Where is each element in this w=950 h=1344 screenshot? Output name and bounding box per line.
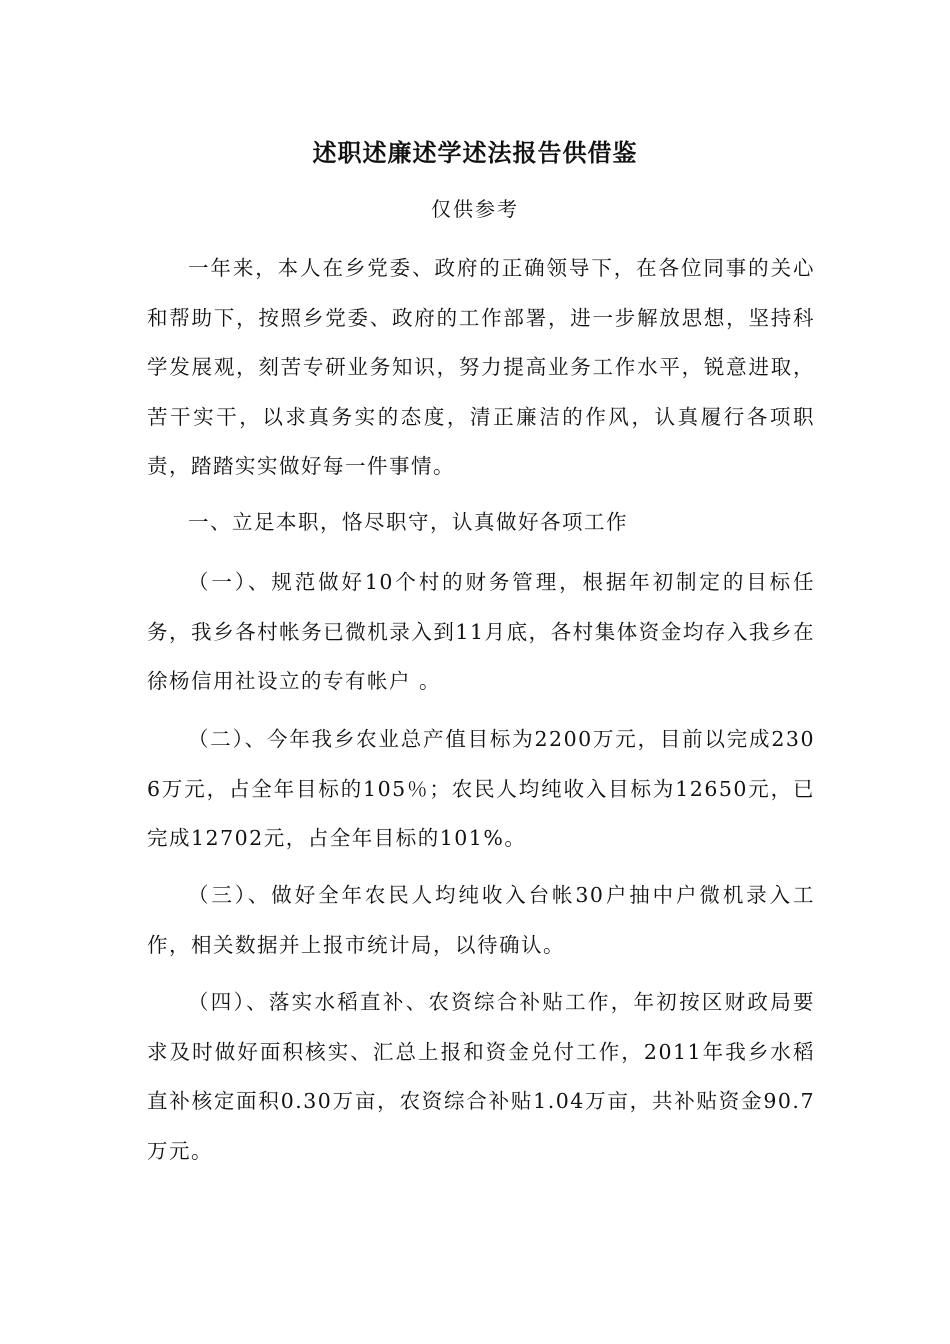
paragraph-item-3: （三）、做好全年农民人均纯收入台帐30户抽中户微机录入工作，相关数据并上报市统计局，以待确认。	[147, 883, 815, 957]
paragraph-item-4: （四）、落实水稻直补、农资综合补贴工作，年初按区财政局要求及时做好面积核实、汇总上报和资金兑付工作，2011年我乡水稻直补核定面积0.30万亩，农资综合补贴1.04万亩，共补贴资金90.7万元。	[147, 990, 815, 1163]
document-title: 述职述廉述学述法报告供借鉴	[312, 138, 638, 167]
paragraph-item-2: （二）、今年我乡农业总产值目标为2200万元，目前以完成2306万元，占全年目标的105％；农民人均纯收入目标为12650元，已完成12702元，占全年目标的101%。	[147, 727, 815, 850]
document-subtitle: 仅供参考	[431, 197, 519, 221]
section-heading-1: 一、立足本职，恪尽职守，认真做好各项工作	[188, 510, 628, 534]
paragraph-intro: 一年来，本人在乡党委、政府的正确领导下，在各位同事的关心和帮助下，按照乡党委、政府的工作部署，进一步解放思想，坚持科学发展观，刻苦专研业务知识，努力提高业务工作水平，锐意进取，苦干实干，以求真务实的态度，清正廉洁的作风，认真履行各项职责，踏踏实实做好每一件事情。	[147, 256, 815, 478]
paragraph-item-1: （一）、规范做好10个村的财务管理，根据年初制定的目标任务，我乡各村帐务已微机录入到11月底，各村集体资金均存入我乡在徐杨信用社设立的专有帐户 。	[147, 570, 815, 693]
